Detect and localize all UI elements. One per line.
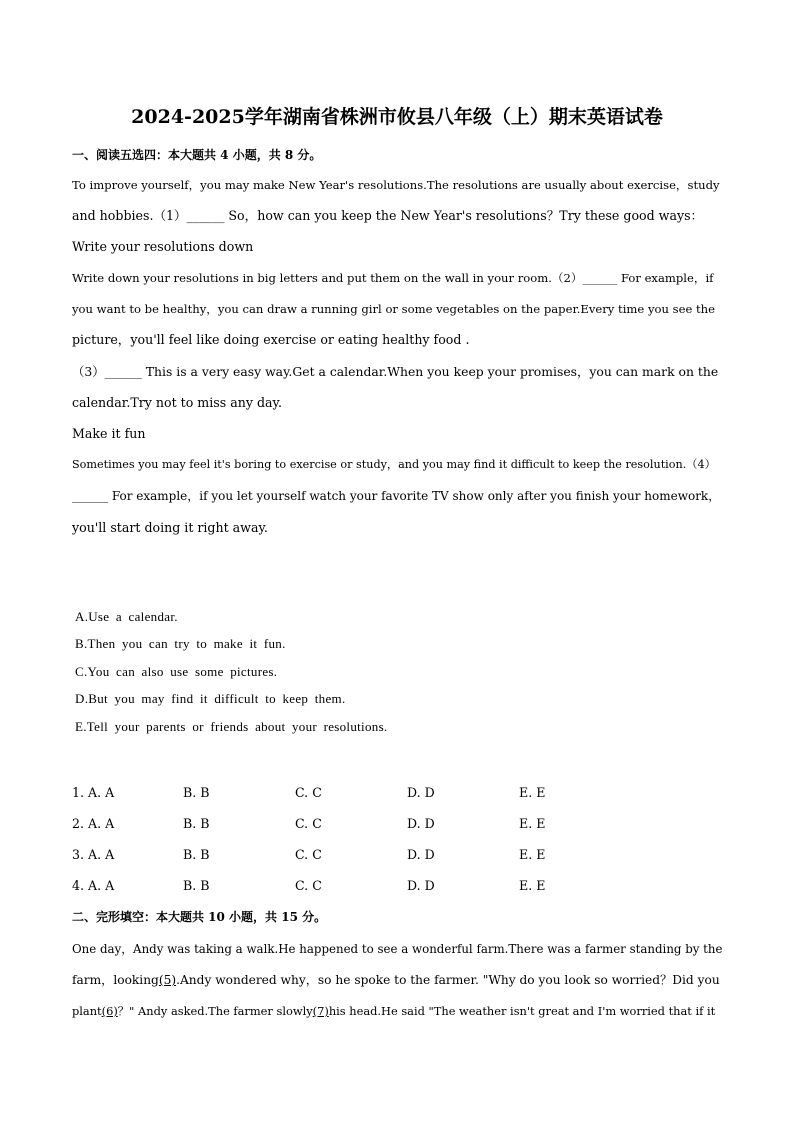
section1-heading: 一、阅读五选四：本大题共 4 小题，共 8 分。 (72, 148, 322, 162)
passage-line: Write down your resolutions in big letters and put them on the wall in your room.（2）______ For example，if (72, 271, 714, 285)
passage-subheading: Write your resolutions down (72, 239, 254, 254)
answer-choice-c[interactable]: C. C (295, 878, 322, 893)
passage-line: （3）______ This is a very easy way.Get a calendar.When you keep your promises，you can mark on the (72, 364, 719, 379)
section2-heading: 二、完形填空：本大题共 10 小题，共 15 分。 (72, 910, 327, 924)
answer-choice-e[interactable]: E. E (519, 785, 546, 800)
answer-choice-d[interactable]: D. D (407, 878, 435, 893)
answer-row (72, 846, 632, 864)
option-c: C.You can also use some pictures. (75, 664, 278, 679)
passage-text: farm，looking (72, 973, 159, 987)
answer-choice-d[interactable]: D. D (407, 847, 435, 862)
answer-choice-a[interactable]: 1. A. A (72, 785, 115, 800)
passage-line (72, 971, 720, 989)
passage-text: ？" Andy asked.The farmer slowly (117, 1004, 313, 1018)
blank-7[interactable]: (7) (312, 1004, 329, 1018)
answer-row (72, 815, 632, 833)
answer-choice-b[interactable]: B. B (183, 816, 210, 831)
passage-line: you'll start doing it right away. (72, 520, 268, 535)
answer-choice-a[interactable]: 2. A. A (72, 816, 115, 831)
passage-line: you want to be healthy，you can draw a running girl or some vegetables on the paper.Every time you see the (72, 302, 715, 316)
blank-6[interactable]: (6) (101, 1004, 118, 1018)
passage-line (72, 1002, 715, 1020)
passage-line: Sometimes you may feel it's boring to exercise or study，and you may find it difficult to keep the resolution.（4） (72, 458, 716, 471)
option-d: D.But you may find it difficult to keep them. (75, 691, 346, 706)
page-title: 2024-2025学年湖南省株洲市攸县八年级（上）期末英语试卷 (131, 106, 663, 128)
answer-choice-a[interactable]: 3. A. A (72, 847, 115, 862)
answer-choice-e[interactable]: E. E (519, 847, 546, 862)
passage-line: To improve yourself，you may make New Year's resolutions.The resolutions are usually about exercise，study (72, 178, 720, 192)
option-b: B.Then you can try to make it fun. (75, 636, 286, 651)
passage-line: One day，Andy was taking a walk.He happened to see a wonderful farm.There was a farmer standing by the (72, 942, 723, 956)
answer-choice-b[interactable]: B. B (183, 785, 210, 800)
answer-choice-d[interactable]: D. D (407, 816, 435, 831)
answer-choice-e[interactable]: E. E (519, 816, 546, 831)
answer-choice-a[interactable]: 4. A. A (72, 878, 115, 893)
answer-row (72, 784, 632, 802)
answer-choice-d[interactable]: D. D (407, 785, 435, 800)
passage-subheading: Make it fun (72, 426, 146, 441)
answer-choice-e[interactable]: E. E (519, 878, 546, 893)
passage-line: calendar.Try not to miss any day. (72, 395, 282, 410)
option-e: E.Tell your parents or friends about your resolutions. (75, 719, 388, 734)
passage-line: picture，you'll feel like doing exercise or eating healthy food . (72, 332, 470, 347)
answer-choice-c[interactable]: C. C (295, 847, 322, 862)
answer-row (72, 877, 632, 895)
answer-choice-c[interactable]: C. C (295, 816, 322, 831)
passage-text: his head.He said "The weather isn't great and I'm worried that if it (328, 1004, 716, 1018)
passage-line: and hobbies.（1）______ So，how can you keep the New Year's resolutions？Try these good ways： (72, 208, 704, 223)
answer-choice-c[interactable]: C. C (295, 785, 322, 800)
passage-text: plant (72, 1004, 102, 1018)
blank-5[interactable]: (5) (158, 973, 177, 987)
passage-text: .Andy wondered why，so he spoke to the farmer. "Why do you look so worried？Did you (176, 973, 720, 987)
option-a: A.Use a calendar. (75, 609, 178, 624)
passage-line: ______ For example，if you let yourself watch your favorite TV show only after you finish your homework， (72, 489, 721, 503)
answer-choice-b[interactable]: B. B (183, 847, 210, 862)
answer-choice-b[interactable]: B. B (183, 878, 210, 893)
